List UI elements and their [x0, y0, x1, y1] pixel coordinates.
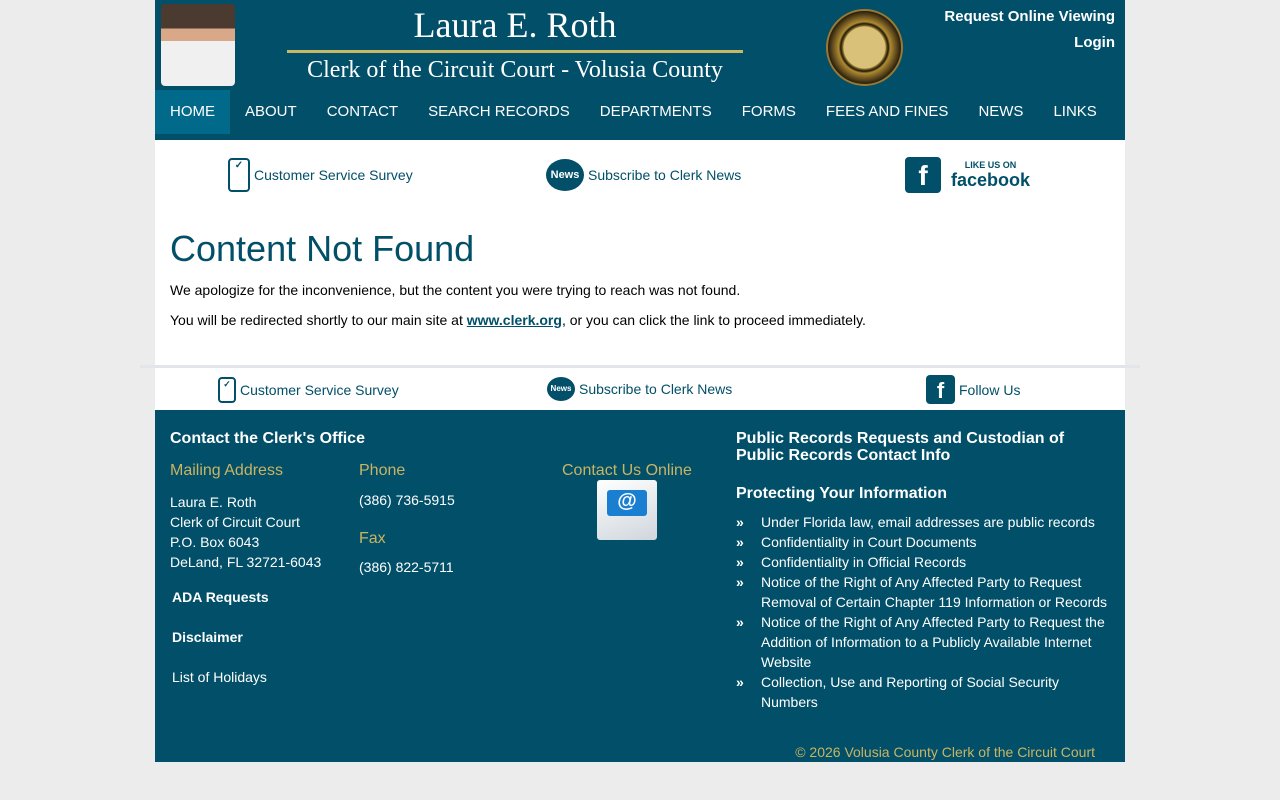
court-seal-logo: [826, 9, 903, 86]
nav-home[interactable]: HOME: [155, 90, 230, 134]
footer-survey-link[interactable]: [218, 377, 399, 403]
clerk-org-link[interactable]: www.clerk.org: [466, 312, 562, 328]
header-divider: [287, 50, 743, 53]
request-online-viewing-link[interactable]: Request Online Viewing: [944, 8, 1115, 25]
quick-links: [155, 140, 1125, 210]
mailing-label: Mailing Address: [170, 462, 283, 479]
protecting-list: [736, 512, 1111, 712]
address-line: DeLand, FL 32721-6043: [170, 554, 322, 570]
nav-news[interactable]: NEWS: [978, 103, 1024, 120]
facebook-like-link[interactable]: [905, 157, 1030, 193]
fax-number: (386) 822-5711: [359, 559, 454, 575]
list-item[interactable]: » Collection, Use and Reporting of Social Security Numbers: [736, 672, 1111, 712]
subscribe-news-link[interactable]: [546, 159, 741, 191]
news-globe-icon: News: [547, 377, 575, 401]
contact-title: Contact the Clerk's Office: [170, 430, 365, 447]
list-item[interactable]: » Confidentiality in Official Records: [736, 552, 1111, 572]
site-subtitle: Clerk of the Circuit Court - Volusia County: [307, 57, 723, 83]
clerk-name: Laura E. Roth: [413, 5, 617, 45]
contact-online-link[interactable]: Contact Us Online: [562, 462, 692, 479]
facebook-icon: f: [926, 375, 955, 404]
nav-links[interactable]: LINKS: [1053, 103, 1097, 120]
clipboard-check-icon: ✓: [228, 158, 250, 192]
subscribe-label: Subscribe to Clerk News: [579, 381, 733, 397]
address-line: Clerk of Circuit Court: [170, 514, 300, 530]
list-item[interactable]: » Confidentiality in Court Documents: [736, 532, 1111, 552]
redirect-text: [170, 312, 1110, 328]
survey-label: Customer Service Survey: [254, 167, 413, 183]
phone-label: Phone: [359, 462, 406, 479]
fax-label: Fax: [359, 530, 386, 547]
news-globe-icon: News: [546, 159, 584, 191]
page-title: Content Not Found: [170, 228, 475, 269]
nav-forms[interactable]: FORMS: [741, 103, 796, 120]
redirect-pre: You will be redirected shortly to our main site at: [170, 312, 467, 328]
footer-quick-links: [155, 368, 1125, 410]
apology-text: We apologize for the inconvenience, but the content you were trying to reach was not found.: [170, 282, 741, 298]
survey-label: Customer Service Survey: [240, 382, 399, 398]
subscribe-label: Subscribe to Clerk News: [588, 167, 742, 183]
nav-contact[interactable]: CONTACT: [326, 103, 399, 120]
list-item[interactable]: » Under Florida law, email addresses are public records: [736, 512, 1111, 532]
holidays-link[interactable]: List of Holidays: [172, 669, 267, 685]
address-line: P.O. Box 6043: [170, 534, 260, 550]
public-records-link[interactable]: Public Records Requests and Custodian of Public Records Contact Info: [736, 430, 1065, 464]
clerk-photo: [161, 4, 235, 86]
nav-about[interactable]: ABOUT: [245, 103, 297, 120]
protecting-title: Protecting Your Information: [736, 485, 947, 502]
facebook-label: facebook: [951, 169, 1031, 190]
mailing-address: [170, 492, 321, 572]
nav-fees-and-fines[interactable]: FEES AND FINES: [825, 103, 949, 120]
facebook-icon: f: [905, 157, 941, 193]
ada-requests-link[interactable]: ADA Requests: [172, 589, 269, 605]
like-us-label: LIKE US ON: [964, 159, 1017, 170]
redirect-post: , or you can click the link to proceed immediately.: [561, 312, 866, 328]
email-envelope-icon[interactable]: @: [597, 480, 657, 540]
nav-departments[interactable]: DEPARTMENTS: [599, 103, 712, 120]
disclaimer-link[interactable]: Disclaimer: [172, 629, 243, 645]
footer-subscribe-link[interactable]: [547, 377, 732, 401]
main-nav: [155, 90, 1125, 140]
phone-number: (386) 736-5915: [359, 492, 455, 508]
list-item[interactable]: » Notice of the Right of Any Affected Party to Request the Addition of Information to a Publicly Available Internet Website: [736, 612, 1111, 672]
copyright: © 2026 Volusia County Clerk of the Circuit Court: [795, 744, 1095, 760]
site-header: [155, 0, 1125, 90]
clipboard-check-icon: ✓: [218, 377, 236, 403]
site-footer: [155, 410, 1125, 762]
nav-search-records[interactable]: SEARCH RECORDS: [428, 103, 570, 120]
survey-link[interactable]: [228, 158, 413, 192]
list-item[interactable]: » Notice of the Right of Any Affected Party to Request Removal of Certain Chapter 119 Information or Records: [736, 572, 1111, 612]
content-area: [155, 210, 1125, 367]
follow-us-link[interactable]: [926, 375, 1020, 404]
login-link[interactable]: Login: [1074, 34, 1115, 51]
address-line: Laura E. Roth: [170, 494, 257, 510]
follow-label: Follow Us: [959, 381, 1021, 398]
